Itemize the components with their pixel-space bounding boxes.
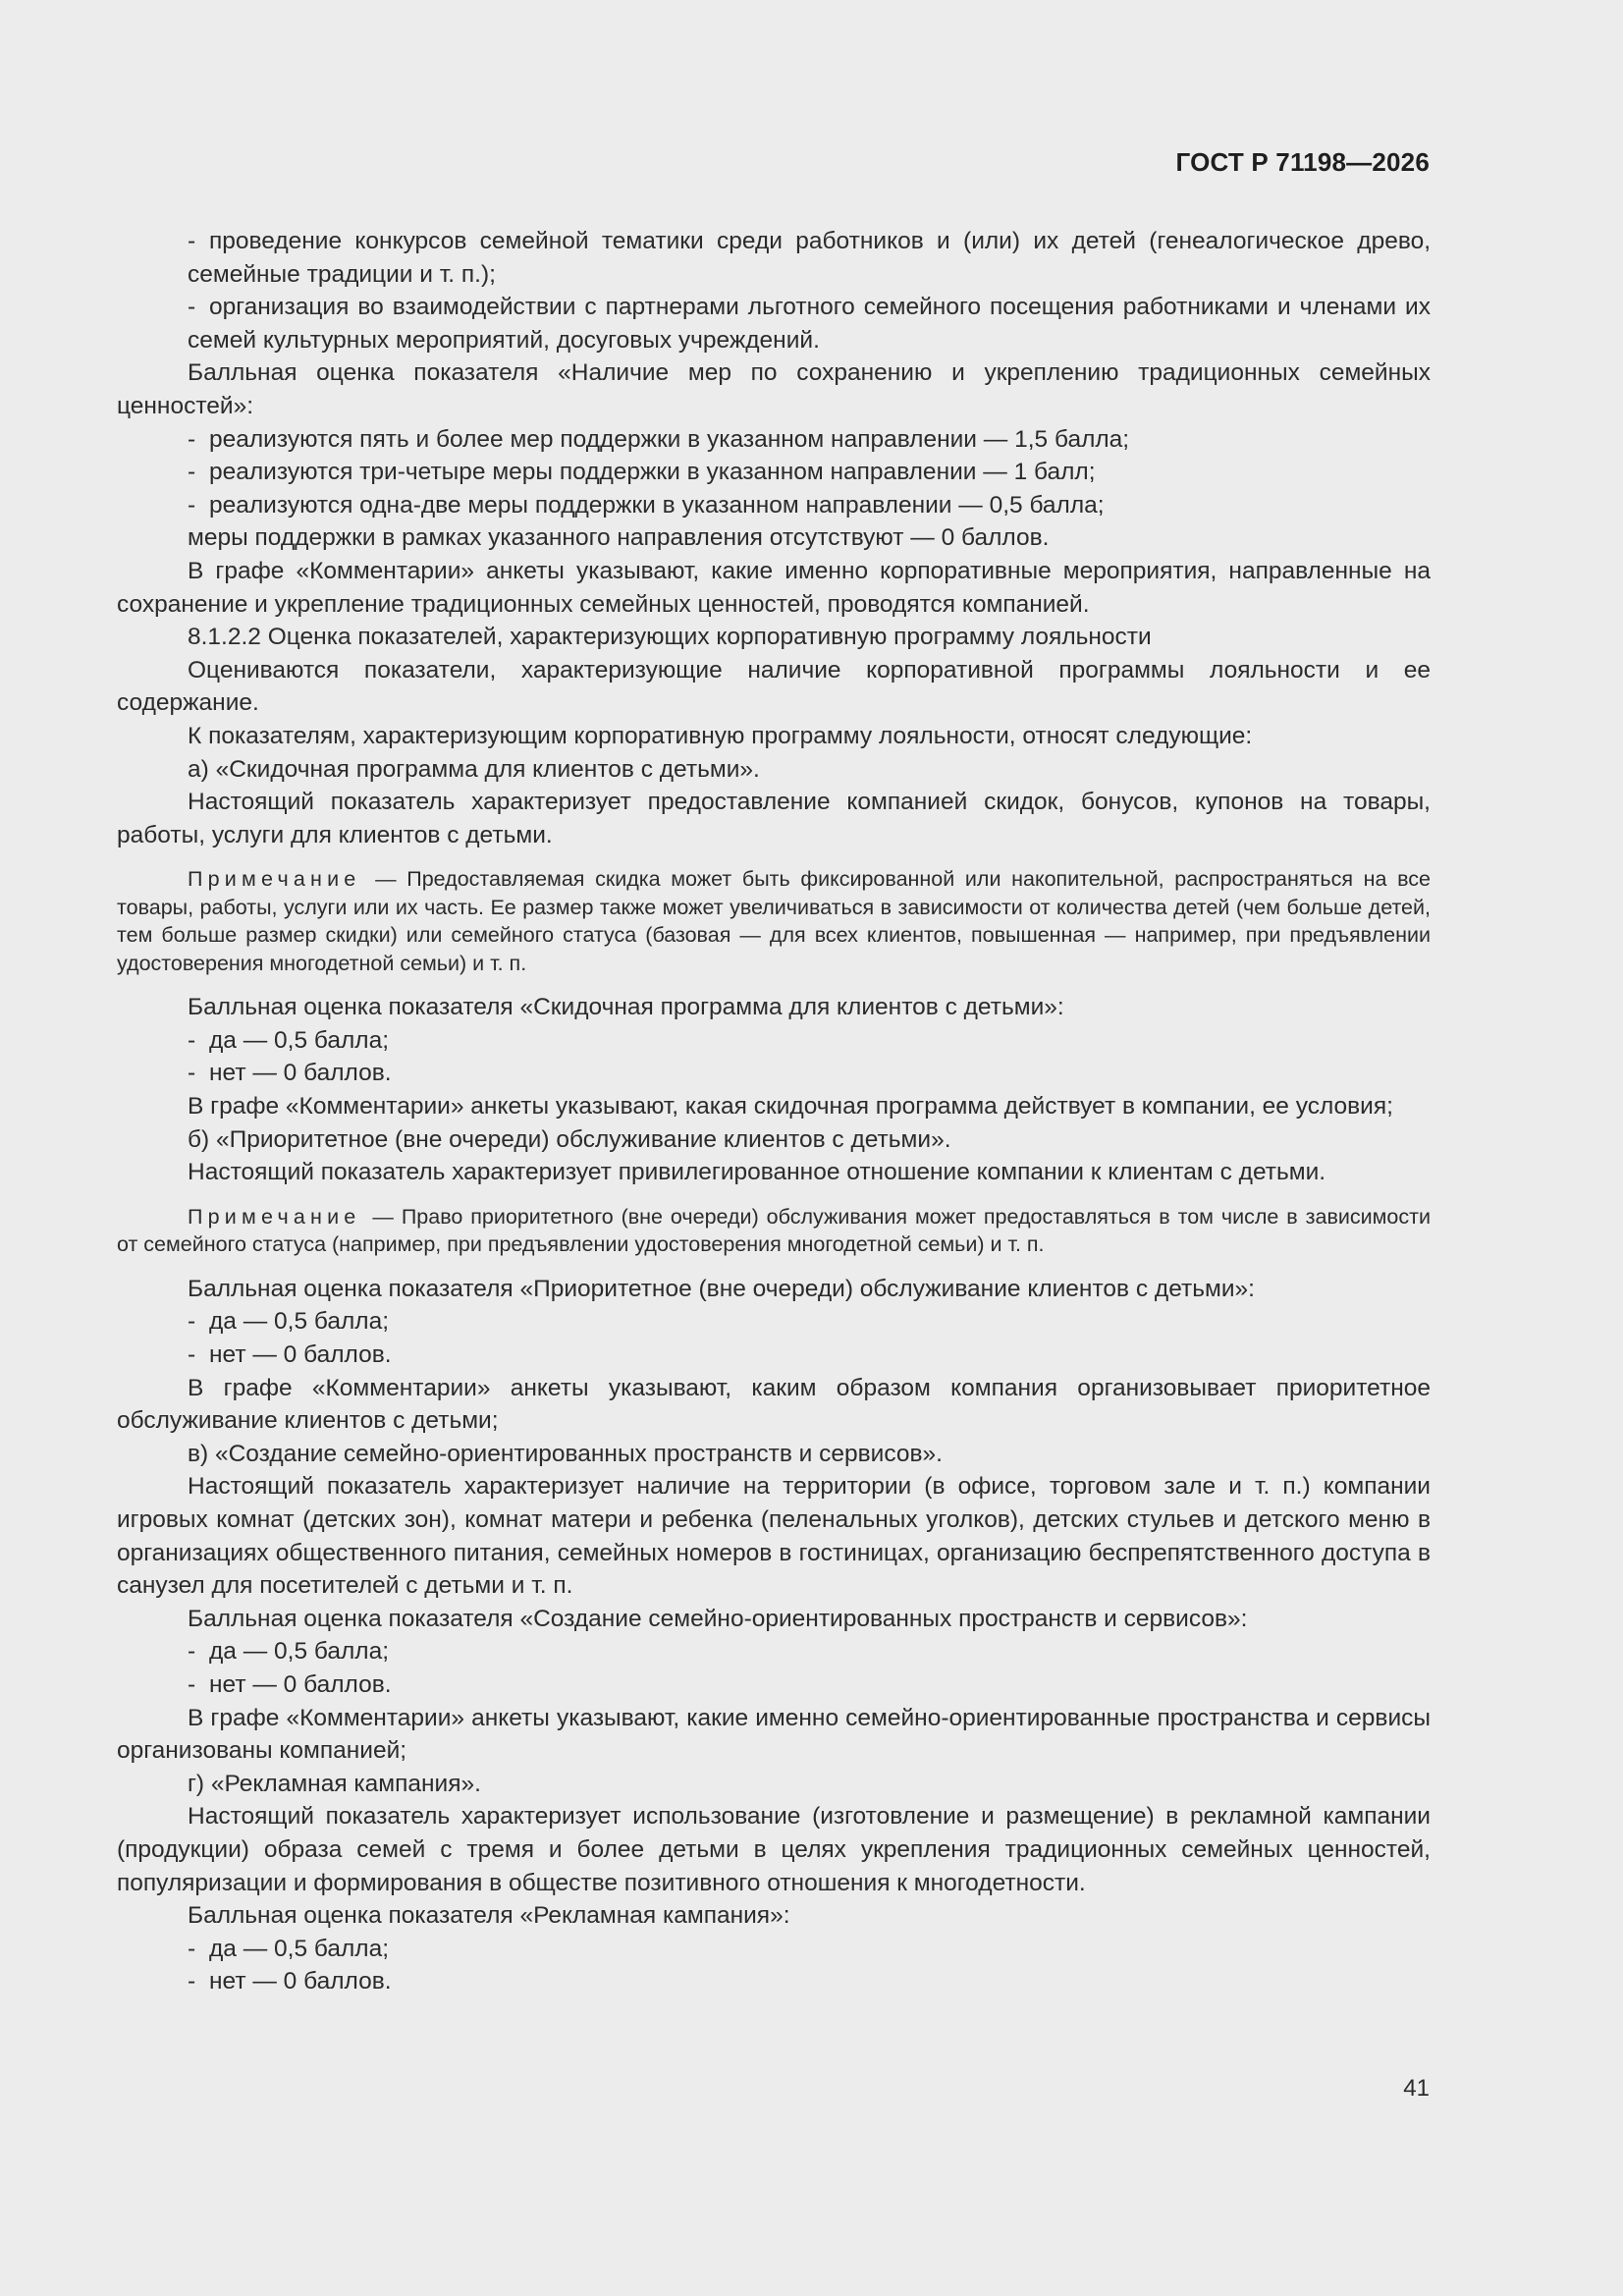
list-item [117, 1339, 1431, 1372]
list-dash-marker: - [188, 228, 196, 254]
list-item [117, 489, 1431, 522]
list-item-text: реализуются три-четыре меры поддержки в указанном направлении — 1 балл; [209, 459, 1096, 486]
note-label: Примечание [188, 1204, 361, 1229]
note-label: Примечание [188, 867, 361, 892]
list-item [117, 1933, 1431, 1966]
body-paragraph: К показателям, характеризующим корпоративную программу лояльности, относят следующие: [188, 722, 1253, 749]
body-paragraph: В графе «Комментарии» анкеты указывают, какие именно корпоративные мероприятия, направленные на сохранение и укрепление традиционных семейных ценностей, проводятся компанией. [117, 557, 1431, 618]
list-item [117, 1965, 1431, 1998]
note-text: — Право приоритетного (вне очереди) обслуживания может предоставляться в том числе в зависимости от семейного статуса (например, при предъявлении удостоверения многодетной семьи) и т. п. [117, 1204, 1431, 1257]
document-body [117, 225, 1431, 1998]
body-paragraph: Оцениваются показатели, характеризующие наличие корпоративной программы лояльности и ее содержание. [117, 656, 1431, 717]
list-item-text: нет — 0 баллов. [209, 1670, 392, 1698]
list-item [117, 423, 1431, 457]
note-paragraph [117, 865, 1431, 977]
list-dash-marker: - [188, 1308, 196, 1336]
list-dash-marker: - [188, 425, 196, 453]
body-paragraph: Настоящий показатель характеризует наличие на территории (в офисе, торговом зале и т. п.) компании игровых комнат (детских зон), комнат матери и ребенка (пеленальных уголков), детских стульев и детского меню в организациях общественного питания, семейных номеров в гостиницах, организацию беспрепятственного доступа в санузел для посетителей с детьми и т. п. [117, 1473, 1431, 1600]
list-dash-marker: - [188, 1026, 196, 1054]
list-item [117, 291, 1431, 356]
list-item-text: нет — 0 баллов. [209, 1968, 392, 1995]
body-paragraph: Балльная оценка показателя «Скидочная программа для клиентов с детьми»: [188, 994, 1064, 1021]
list-dash-marker: - [188, 459, 196, 486]
note-paragraph [117, 1203, 1431, 1259]
list-item-text: нет — 0 баллов. [209, 1341, 392, 1369]
list-item-text: да — 0,5 балла; [209, 1638, 390, 1666]
list-item-text: да — 0,5 балла; [209, 1935, 390, 1962]
list-item-text: нет — 0 баллов. [209, 1060, 392, 1087]
body-paragraph: Настоящий показатель характеризует использование (изготовление и размещение) в рекламной кампании (продукции) образа семей с тремя и более детьми в целях укрепления традиционных семейных ценностей, популяризации и формирования в обществе позитивного отношения к многодетности. [117, 1803, 1431, 1896]
list-item [117, 456, 1431, 489]
list-item-text: организация во взаимодействии с партнерами льготного семейного посещения работниками и членами их семей культурных мероприятий, досуговых учреждений. [188, 294, 1431, 354]
list-dash-marker: - [188, 294, 196, 321]
list-item [117, 225, 1431, 291]
list-dash-marker: - [188, 1670, 196, 1698]
list-item [117, 1024, 1431, 1058]
body-paragraph: Настоящий показатель характеризует привилегированное отношение компании к клиентам с детьми. [188, 1159, 1326, 1186]
list-dash-marker: - [188, 491, 196, 519]
body-paragraph: г) «Рекламная кампания». [188, 1770, 481, 1797]
body-paragraph: а) «Скидочная программа для клиентов с детьми». [188, 755, 760, 783]
body-paragraph: Балльная оценка показателя «Рекламная кампания»: [188, 1902, 790, 1930]
list-dash-marker: - [188, 1935, 196, 1962]
body-paragraph: В графе «Комментарии» анкеты указывают, каким образом компания организовывает приоритетное обслуживание клиентов с детьми; [117, 1374, 1431, 1435]
list-item [117, 1635, 1431, 1668]
list-item [117, 1305, 1431, 1339]
body-paragraph: б) «Приоритетное (вне очереди) обслуживание клиентов с детьми». [188, 1125, 951, 1153]
page-number: 41 [1403, 2075, 1430, 2102]
note-text: — Предоставляемая скидка может быть фиксированной или накопительной, распространяться на все товары, работы, услуги или их часть. Ее размер также может увеличиваться в зависимости от количества детей (чем больше детей, тем больше размер скидки) или семейного статуса (базовая — для всех клиентов, повышенная — например, при предъявлении удостоверения многодетной семьи) и т. п. [117, 867, 1431, 975]
body-paragraph: Балльная оценка показателя «Приоритетное (вне очереди) обслуживание клиентов с детьми»: [188, 1275, 1255, 1302]
body-paragraph: В графе «Комментарии» анкеты указывают, какая скидочная программа действует в компании, ее условия; [188, 1093, 1393, 1121]
body-paragraph: Настоящий показатель характеризует предоставление компанией скидок, бонусов, купонов на товары, работы, услуги для клиентов с детьми. [117, 789, 1431, 848]
list-item [117, 1057, 1431, 1090]
list-dash-marker: - [188, 1341, 196, 1369]
list-dash-marker: - [188, 1060, 196, 1087]
body-paragraph: Балльная оценка показателя «Создание семейно-ориентированных пространств и сервисов»: [188, 1605, 1248, 1632]
body-paragraph: меры поддержки в рамках указанного направления отсутствуют — 0 баллов. [188, 524, 1050, 552]
list-item-text: проведение конкурсов семейной тематики среди работников и (или) их детей (генеалогическое древо, семейные традиции и т. п.); [188, 228, 1431, 288]
list-item-text: реализуются одна-две меры поддержки в указанном направлении — 0,5 балла; [209, 491, 1105, 519]
document-code-header: ГОСТ Р 71198—2026 [1175, 147, 1430, 177]
list-dash-marker: - [188, 1968, 196, 1995]
list-item-text: да — 0,5 балла; [209, 1308, 390, 1336]
list-dash-marker: - [188, 1638, 196, 1666]
list-item-text: да — 0,5 балла; [209, 1026, 390, 1054]
list-item [117, 1668, 1431, 1702]
body-paragraph: 8.1.2.2 Оценка показателей, характеризующих корпоративную программу лояльности [188, 624, 1152, 651]
list-item-text: реализуются пять и более мер поддержки в указанном направлении — 1,5 балла; [209, 425, 1130, 453]
body-paragraph: Балльная оценка показателя «Наличие мер по сохранению и укреплению традиционных семейных ценностей»: [117, 359, 1431, 419]
body-paragraph: в) «Создание семейно-ориентированных пространств и сервисов». [188, 1440, 943, 1467]
body-paragraph: В графе «Комментарии» анкеты указывают, какие именно семейно-ориентированные пространства и сервисы организованы компанией; [117, 1704, 1431, 1765]
